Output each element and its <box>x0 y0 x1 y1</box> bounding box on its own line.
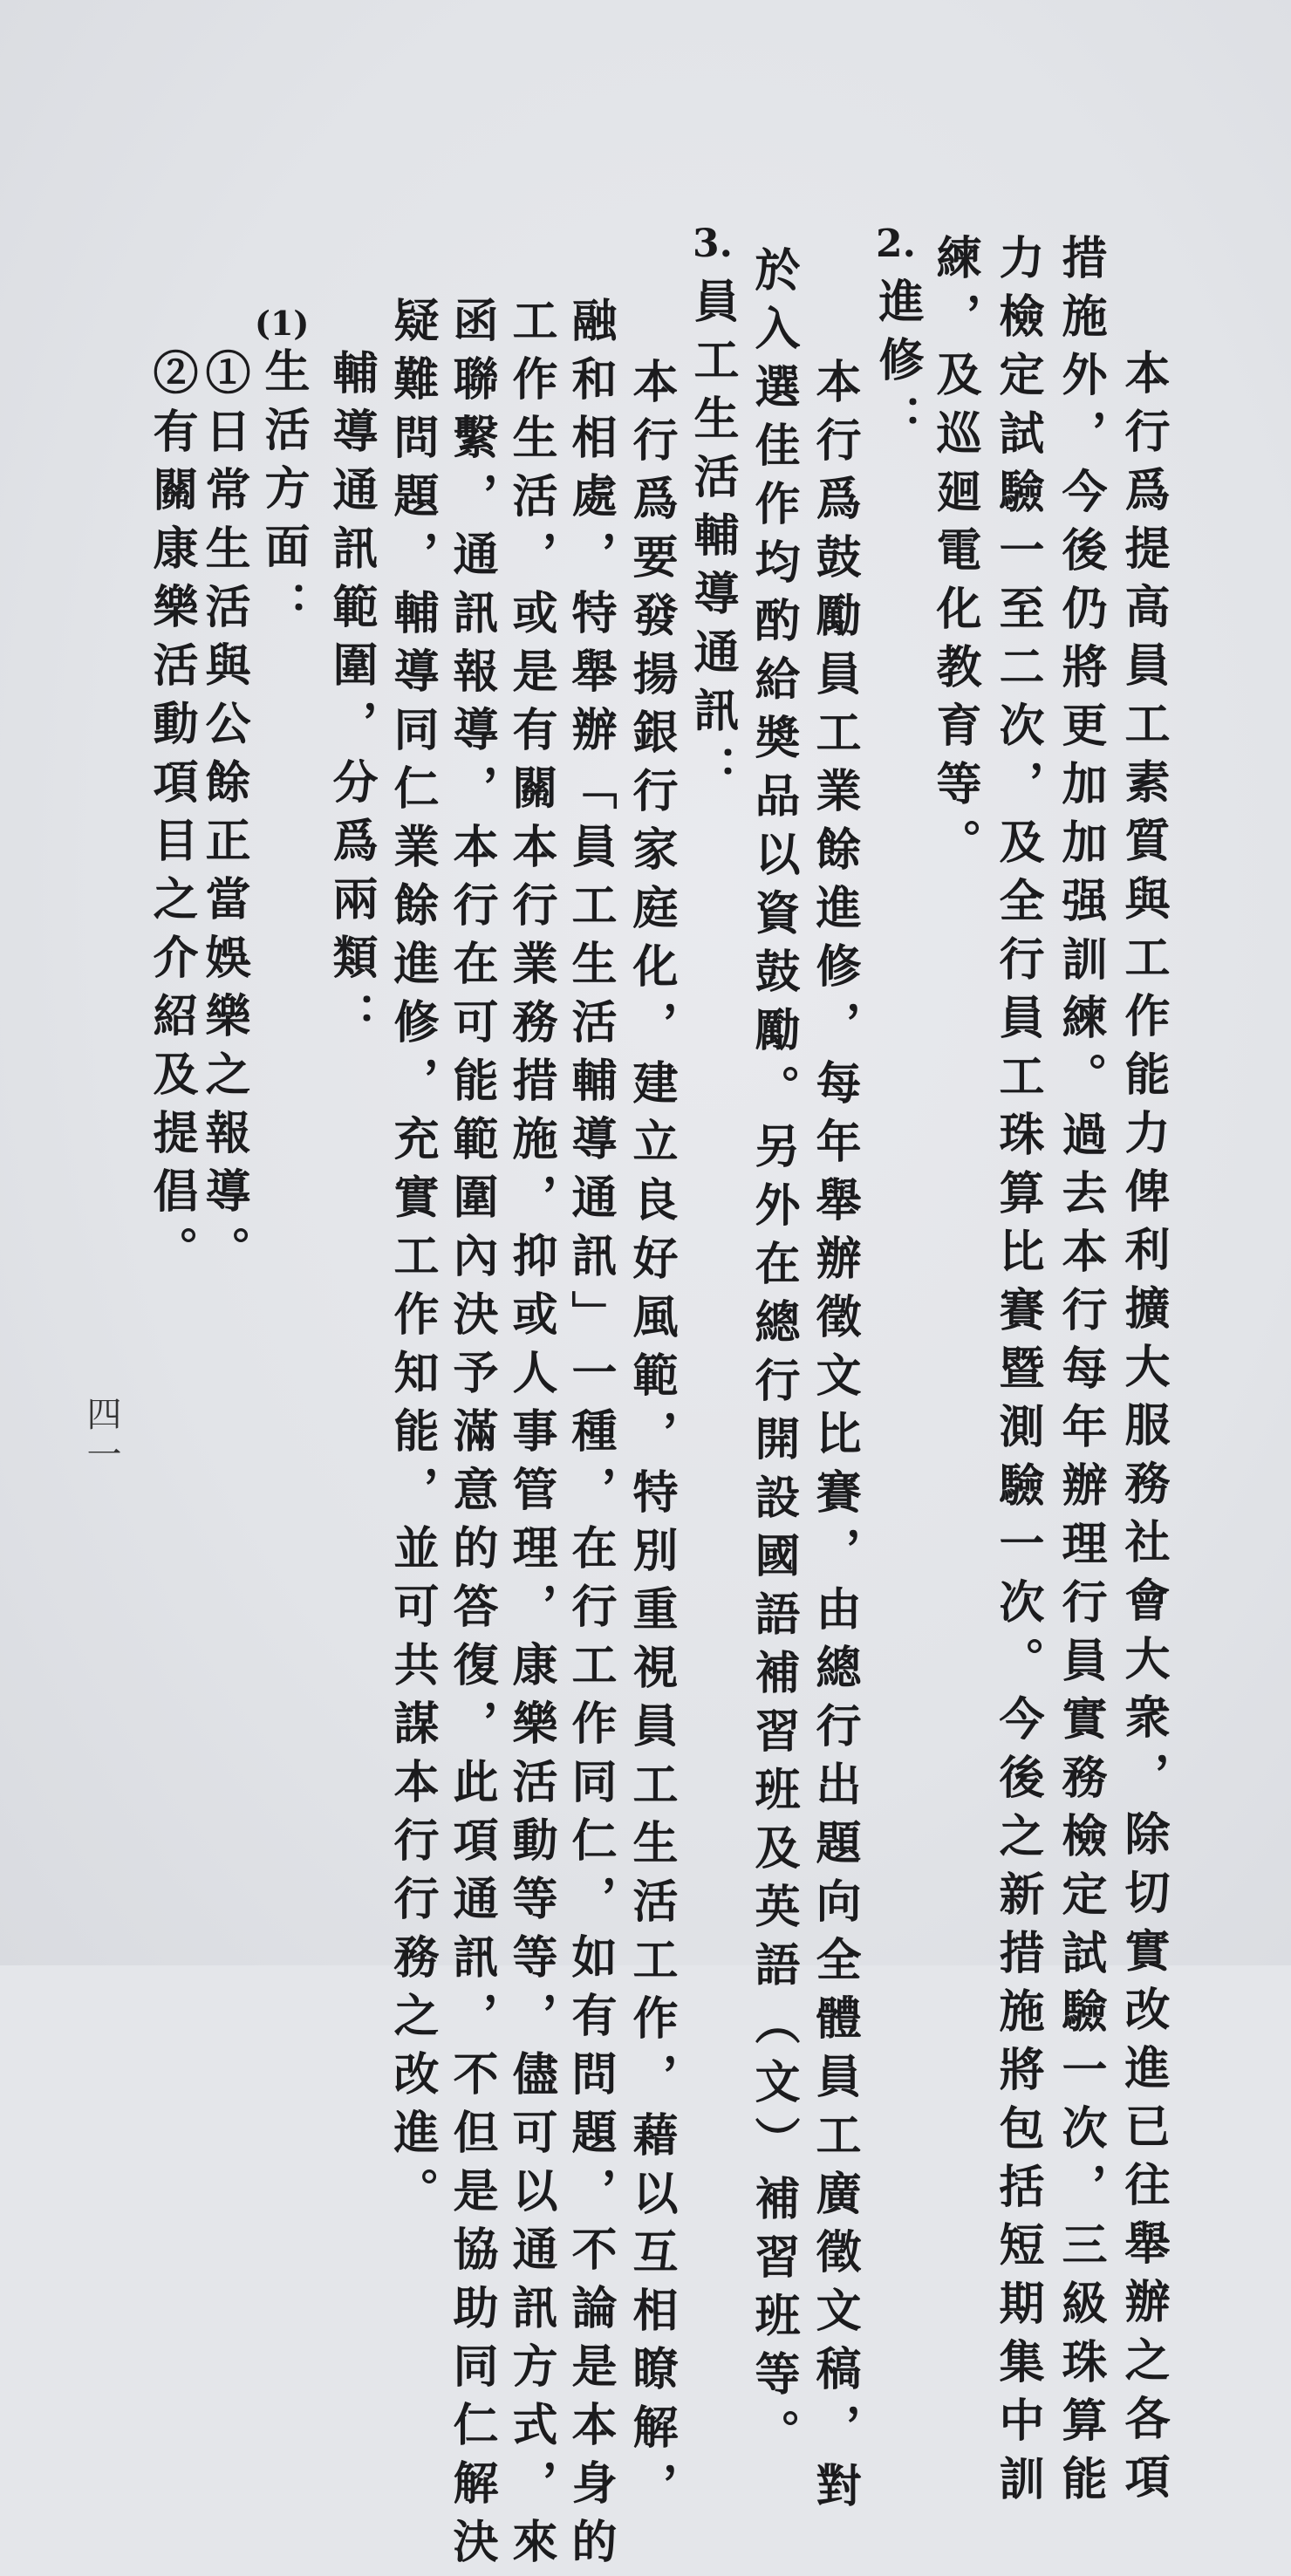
paragraph-line: 練，及巡廻電化教育等。 <box>928 234 981 877</box>
subsection-number: (1) <box>255 304 310 343</box>
paragraph-line: 本行爲提高員工素質與工作能力俾利擴大服務社會大衆，除切實改進已往舉辦之各項 <box>1117 349 1170 2511</box>
page-number: 四一 <box>81 1396 121 1476</box>
paragraph-line: 於入選佳作均酌給奬品以資鼓勵。另外在總行開設國語補習班及英語（文）補習班等。 <box>747 246 800 2467</box>
paragraph-line: 力檢定試驗一至二次，及全行員工珠算比賽暨測驗一次。今後之新措施將包括短期集中訓 <box>991 234 1044 2513</box>
paragraph-line: 本行爲要發揚銀行家庭化，建立良好風範，特別重視員工生活工作，藉以互相瞭解， <box>625 358 678 2520</box>
paragraph-line: 工作生活，或是有關本行業務措施，抑或人事管理，康樂活動等等，儘可以通訊方式，來 <box>504 297 557 2576</box>
list-item: ②有關康樂活動項目之介紹及提倡。 <box>145 349 198 1284</box>
paragraph-line: 措施外，今後仍將更加加强訓練。過去本行每年辦理行員實務檢定試驗一次，三級珠算能 <box>1054 234 1107 2513</box>
paragraph-line: 融和相處，特舉辦「員工生活輔導通訊」一種，在行工作同仁，如有問題，不論是本身的 <box>564 297 617 2576</box>
paragraph-line: 疑難問題，輔導同仁業餘進修，充實工作知能，並可共謀本行行務之改進。 <box>386 297 439 2225</box>
subsection-heading: 生活方面： <box>256 347 310 639</box>
section-heading: 員工生活輔導通訊： <box>686 277 739 803</box>
section-number: 3. <box>693 222 733 266</box>
list-item: ①日常生活與公餘正當娛樂之報導。 <box>197 349 250 1284</box>
paragraph-line: 函聯繫，通訊報導，本行在可能範圍內決予滿意的答復，此項通訊，不但是協助同仁解決 <box>445 297 498 2576</box>
paragraph-line: 輔導通訊範圍，分爲兩類： <box>324 349 378 1050</box>
paragraph-line: 本行爲鼓勵員工業餘進修，每年舉辦徵文比賽，由總行出題向全體員工廣徵文稿，對 <box>808 358 861 2520</box>
section-heading: 進修： <box>871 277 924 453</box>
section-number: 2. <box>876 222 916 266</box>
